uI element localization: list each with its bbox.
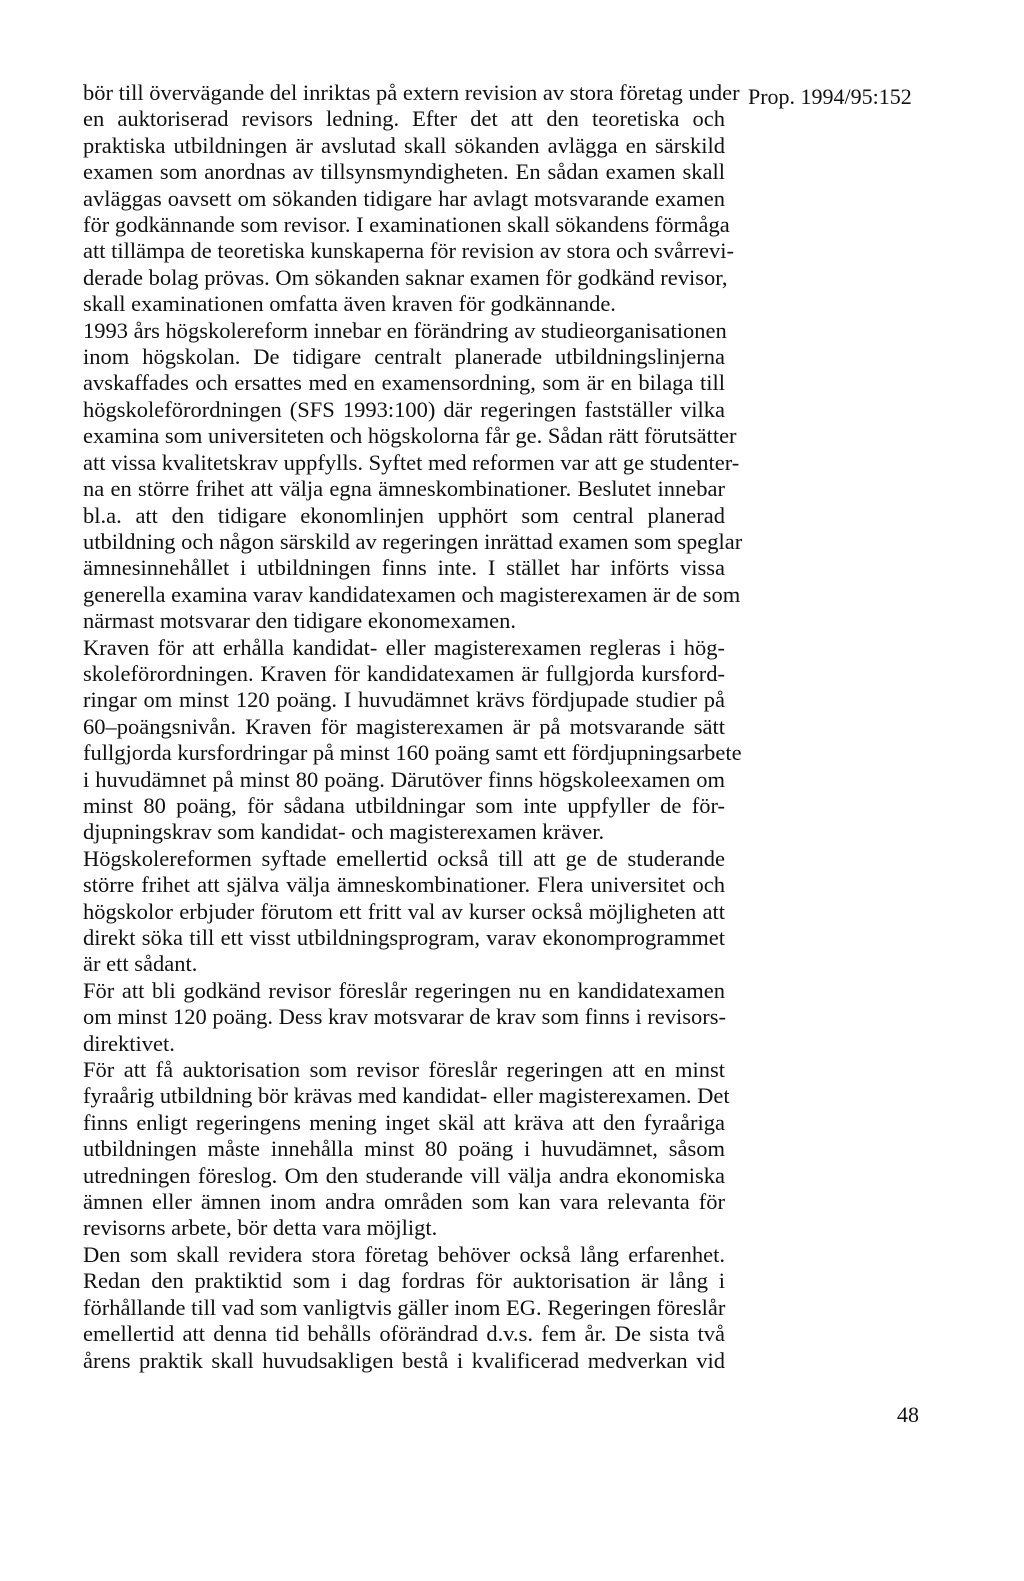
text-line: skall examinationen omfatta även kraven för godkännande. [83,291,616,317]
text-line: revisorns arbete, bör detta vara möjligt. [83,1215,438,1241]
text-line: årens praktik skall huvudsakligen bestå i kvalificerad medverkan vid [83,1347,725,1373]
paragraph [83,978,725,1057]
text-line: fyraårig utbildning bör krävas med kandidat- eller magisterexamen. Det [83,1083,730,1109]
page-number: 48 [897,1402,919,1427]
paragraph [83,846,725,978]
paragraph [83,317,743,635]
text-line: högskoleförordningen (SFS 1993:100) där regeringen fastställer vilka [83,396,725,422]
text-line: ringar om minst 120 poäng. I huvudämnet krävs fördjupade studier på [83,687,725,713]
text-line: examen som anordnas av tillsynsmyndigheten. En sådan examen skall [83,159,725,185]
text-line: ämnen eller ämnen inom andra områden som kan vara relevanta för [83,1189,725,1215]
text-line: 1993 års högskolereform innebar en förändring av studieorganisationen [83,317,727,343]
text-line: skoleförordningen. Kraven för kandidatexamen är fullgjorda kursford- [83,660,725,686]
text-line: bl.a. att den tidigare ekonomlinjen upphört som central planerad [83,502,725,528]
paragraph [83,1057,730,1242]
paragraph [83,1242,725,1374]
text-line: Högskolereformen syftade emellertid också till att ge de studerande [83,845,725,871]
text-line: minst 80 poäng, för sådana utbildningar som inte uppfyller de för- [83,792,725,818]
text-line: na en större frihet att välja egna ämneskombinationer. Beslutet innebar [83,476,725,502]
text-line: utbildning och någon särskild av regeringen inrättad examen som speglar [83,528,743,554]
text-line: finns enligt regeringens mening inget skäl att kräva att den fyraåriga [83,1109,725,1135]
text-line: förhållande till vad som vanligtvis gäller inom EG. Regeringen föreslår [83,1294,726,1320]
text-line: derade bolag prövas. Om sökanden saknar examen för godkänd revisor, [83,264,728,290]
text-line: För att få auktorisation som revisor föreslår regeringen att en minst [83,1057,725,1083]
text-line: inom högskolan. De tidigare centralt planerade utbildningslinjerna [83,344,725,370]
text-line: avläggas oavsett om sökanden tidigare har avlagt motsvarande examen [83,185,725,211]
text-line: större frihet att själva välja ämneskombinationer. Flera universitet och [83,872,725,898]
text-line: i huvudämnet på minst 80 poäng. Därutöver finns högskoleexamen om [83,766,725,792]
text-line: en auktoriserad revisors ledning. Efter det att den teoretiska och [83,106,725,132]
text-line: fullgjorda kursfordringar på minst 160 poäng samt ett fördjupningsarbete [83,740,742,766]
text-line: Redan den praktiktid som i dag fordras för auktorisation är lång i [83,1268,725,1294]
text-line: närmast motsvarar den tidigare ekonomexamen. [83,608,516,634]
paragraph [83,80,740,318]
text-line: högskolor erbjuder förutom ett fritt val av kurser också möjligheten att [83,898,725,924]
text-line: emellertid att denna tid behålls oförändrad d.v.s. fem år. De sista två [83,1321,725,1347]
text-line: utredningen föreslog. Om den studerande vill välja andra ekonomiska [83,1162,725,1188]
text-line: är ett sådant. [83,951,198,977]
text-line: praktiska utbildningen är avslutad skall sökanden avlägga en särskild [83,132,725,158]
text-line: 60–poängsnivån. Kraven för magisterexamen är på motsvarande sätt [83,713,725,739]
text-line: att tillämpa de teoretiska kunskaperna för revision av stora och svårrevi- [83,238,735,264]
body-text [83,80,743,1374]
text-line: ämnesinnehållet i utbildningen finns inte. I stället har införts vissa [83,555,725,581]
text-line: utbildningen måste innehålla minst 80 poäng i huvudämnet, såsom [83,1136,725,1162]
text-line: generella examina varav kandidatexamen och magisterexamen är de som [83,581,741,607]
text-line: direktivet. [83,1030,175,1056]
paragraph [83,634,742,846]
text-line: direkt söka till ett visst utbildningsprogram, varav ekonomprogrammet [83,925,725,950]
text-line: bör till övervägande del inriktas på extern revision av stora företag under [83,80,740,105]
text-line: examina som universiteten och högskolorna får ge. Sådan rätt förutsätter [83,423,737,449]
text-line: djupningskrav som kandidat- och magisterexamen kräver. [83,819,605,845]
text-line: avskaffades och ersattes med en examensordning, som är en bilaga till [83,370,725,396]
text-line: Kraven för att erhålla kandidat- eller magisterexamen regleras i hög- [83,634,725,660]
text-line: för godkännande som revisor. I examinationen skall sökandens förmåga [83,212,730,238]
text-line: För att bli godkänd revisor föreslår regeringen nu en kandidatexamen [83,977,725,1003]
text-line: om minst 120 poäng. Dess krav motsvarar de krav som finns i revisors- [83,1004,727,1030]
proposition-reference: Prop. 1994/95:152 [748,84,912,109]
text-line: Den som skall revidera stora företag behöver också lång erfarenhet. [83,1241,725,1267]
text-line: att vissa kvalitetskrav uppfylls. Syftet med reformen var att ge studenter- [83,449,740,475]
